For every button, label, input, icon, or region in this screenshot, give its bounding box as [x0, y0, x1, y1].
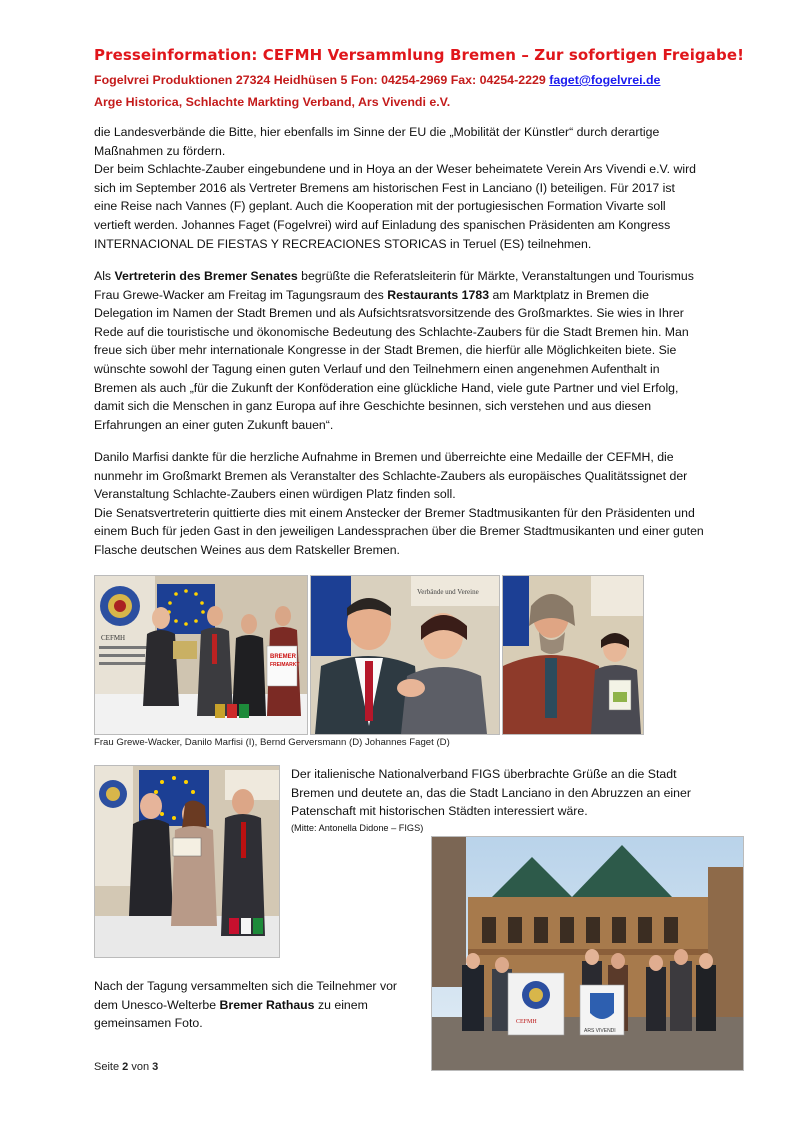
- text-line: Bremen als auch „für die Zukunft der Konföderation eine glückliche Hand, viele gute Partner und viel Erfolg,: [94, 380, 679, 395]
- paragraph-2: [94, 267, 714, 434]
- text-run: zu einem: [314, 997, 368, 1012]
- text-line: Rede auf die touristische und ökonomische Bedeutung des Schlachte-Zaubers für die Stadt Bremen hin. Man: [94, 324, 689, 339]
- text-line: freue sich über mehr internationale Kongresse in der Stadt Bremen, die hierfür alle Möglichkeiten biete. Sie: [94, 343, 677, 358]
- bold-restaurant: Restaurants 1783: [387, 287, 490, 302]
- total-pages: 3: [152, 1061, 159, 1073]
- bold-senate: Vertreterin des Bremer Senates: [114, 269, 298, 283]
- text-line: gemeinsamen Foto.: [94, 1016, 203, 1031]
- paragraph-3: [94, 448, 714, 560]
- text-line: wünschte sowohl der Tagung einen guten Verlauf und den Teilnehmern einen angenehmen Aufenthalt in: [94, 361, 660, 376]
- page-prefix: Seite: [94, 1061, 123, 1073]
- text-line: Der italienische Nationalverband FIGS überbrachte Grüße an die Stadt: [291, 767, 677, 781]
- current-page: 2: [122, 1061, 129, 1073]
- text-line: INTERNACIONAL DE FIESTAS Y RECREACIONES STORICAS in Teruel (ES) teilnehmen.: [94, 236, 592, 251]
- text-run: Frau Grewe-Wacker am Freitag im Tagungsraum des: [94, 287, 388, 302]
- text-line: Erfahrungen an einer guten Zukunft bauen“.: [94, 417, 334, 432]
- banner-cefmh-text: CEFMH: [516, 1019, 537, 1025]
- photo-rathaus-group: [431, 836, 744, 1071]
- photo-figs-greeting: [94, 765, 280, 958]
- photo-rathaus-group-image: [432, 837, 743, 1070]
- photo-johannes-faget: [502, 575, 644, 735]
- text-line: [94, 286, 714, 305]
- photo-figs-greeting-image: [95, 766, 279, 957]
- text-line: Flasche deutschen Weines aus dem Ratskeller Bremen.: [94, 542, 400, 557]
- email-link[interactable]: faget@fogelvrei.de: [549, 73, 661, 87]
- contact-details: Fogelvrei Produktionen 27324 Heidhüsen 5 Fon: 04254-2969 Fax: 04254-2229: [94, 73, 550, 87]
- figs-note: (Mitte: Antonella Didone – FIGS): [291, 823, 424, 833]
- text-run: am Marktplatz in Bremen die: [489, 287, 649, 302]
- figs-paragraph: [291, 765, 721, 821]
- text-line: Patenschaft mit historischen Städten interessiert wäre.: [291, 804, 588, 819]
- photo-pin-presentation: [310, 575, 500, 735]
- text-line: Der beim Schlachte-Zauber eingebundene und in Hoya an der Weser beheimatete Verein Ars Vivendi e.V. wird: [94, 162, 697, 177]
- organizations-line: Arge Historica, Schlachte Markting Verband, Ars Vivendi e.V.: [94, 95, 451, 109]
- sign-text-bremer: BREMER: [270, 654, 297, 660]
- photo-caption: Frau Grewe-Wacker, Danilo Marfisi (I), Bernd Gerversmann (D) Johannes Faget (D): [94, 737, 450, 748]
- text-line: Veranstaltung Schlachte-Zaubers einen würdigen Platz finden soll.: [94, 487, 456, 502]
- banner-ars-vivendi-text: ARS VIVENDI: [584, 1028, 616, 1034]
- text-line: Danilo Marfisi dankte für die herzliche Aufnahme in Bremen und überreichte eine Medaille der CEFMH, die: [94, 450, 674, 464]
- page-of: von: [128, 1061, 153, 1073]
- text-line: sich im September 2016 als Vertreter Bremens am historischen Fest in Lanciano (I) beteiligen. Für 2017 ist: [94, 180, 675, 195]
- text-run: Als: [94, 269, 115, 283]
- text-line: einem Buch für jeden Gast in den jeweiligen Landessprachen über die Bremer Stadtmusikanten und einer guten: [94, 524, 704, 539]
- sign-text-freimarkt: FREIMARKT: [270, 662, 300, 668]
- text-line: Maßnahmen zu fördern.: [94, 143, 226, 158]
- banner-text: Verbände und Vereine: [417, 588, 479, 596]
- contact-line: [94, 73, 660, 87]
- text-run: dem Unesco-Welterbe: [94, 997, 220, 1012]
- text-line: die Landesverbände die Bitte, hier ebenfalls im Sinne der EU die „Mobilität der Künstler“ durch derartige: [94, 125, 660, 139]
- text-line: eine Reise nach Vannes (F) geplant. Auch die Kooperation mit der portugiesischen Formation Vivarte soll: [94, 199, 666, 214]
- text-line: Nach der Tagung versammelten sich die Teilnehmer vor: [94, 979, 398, 993]
- text-line: [94, 996, 424, 1015]
- text-line: [94, 267, 714, 286]
- text-line: vertieft werden. Johannes Faget (Fogelvrei) wird auf Einladung des spanischen Präsidenten am Kongress: [94, 217, 671, 232]
- cefmh-banner-text: CEFMH: [101, 634, 126, 642]
- photo-medal-handover: [94, 575, 308, 735]
- bold-rathaus: Bremer Rathaus: [219, 997, 315, 1012]
- text-line: nunmehr im Großmarkt Bremen als Veranstalter des Schlachte-Zaubers als europäisches Qualitätssignet der: [94, 468, 688, 483]
- press-title: Presseinformation: CEFMH Versammlung Bremen – Zur sofortigen Freigabe!: [94, 46, 745, 64]
- text-run: begrüßte die Referatsleiterin für Märkte, Veranstaltungen und Tourismus: [297, 269, 694, 283]
- text-line: Die Senatsvertreterin quittierte dies mit einem Anstecker der Bremer Stadtmusikanten für den Präsidenten und: [94, 505, 695, 520]
- photo-pin-presentation-image: [311, 576, 499, 734]
- text-line: damit sich die Menschen in ganz Europa auf ihre Geschichte besinnen, sich verstehen und aus diesen: [94, 399, 652, 414]
- photo-medal-handover-image: [95, 576, 307, 734]
- page-number: [94, 1061, 158, 1073]
- rathaus-paragraph: [94, 977, 424, 1033]
- text-line: Delegation im Namen der Stadt Bremen und als Aufsichtsratsvorsitzende des Großmarktes. Sie wies in Ihrer: [94, 306, 684, 321]
- paragraph-1: [94, 123, 714, 253]
- text-line: Bremen und deutete an, das die Stadt Lanciano in den Abruzzen an einer: [291, 785, 691, 800]
- photo-johannes-faget-image: [503, 576, 643, 734]
